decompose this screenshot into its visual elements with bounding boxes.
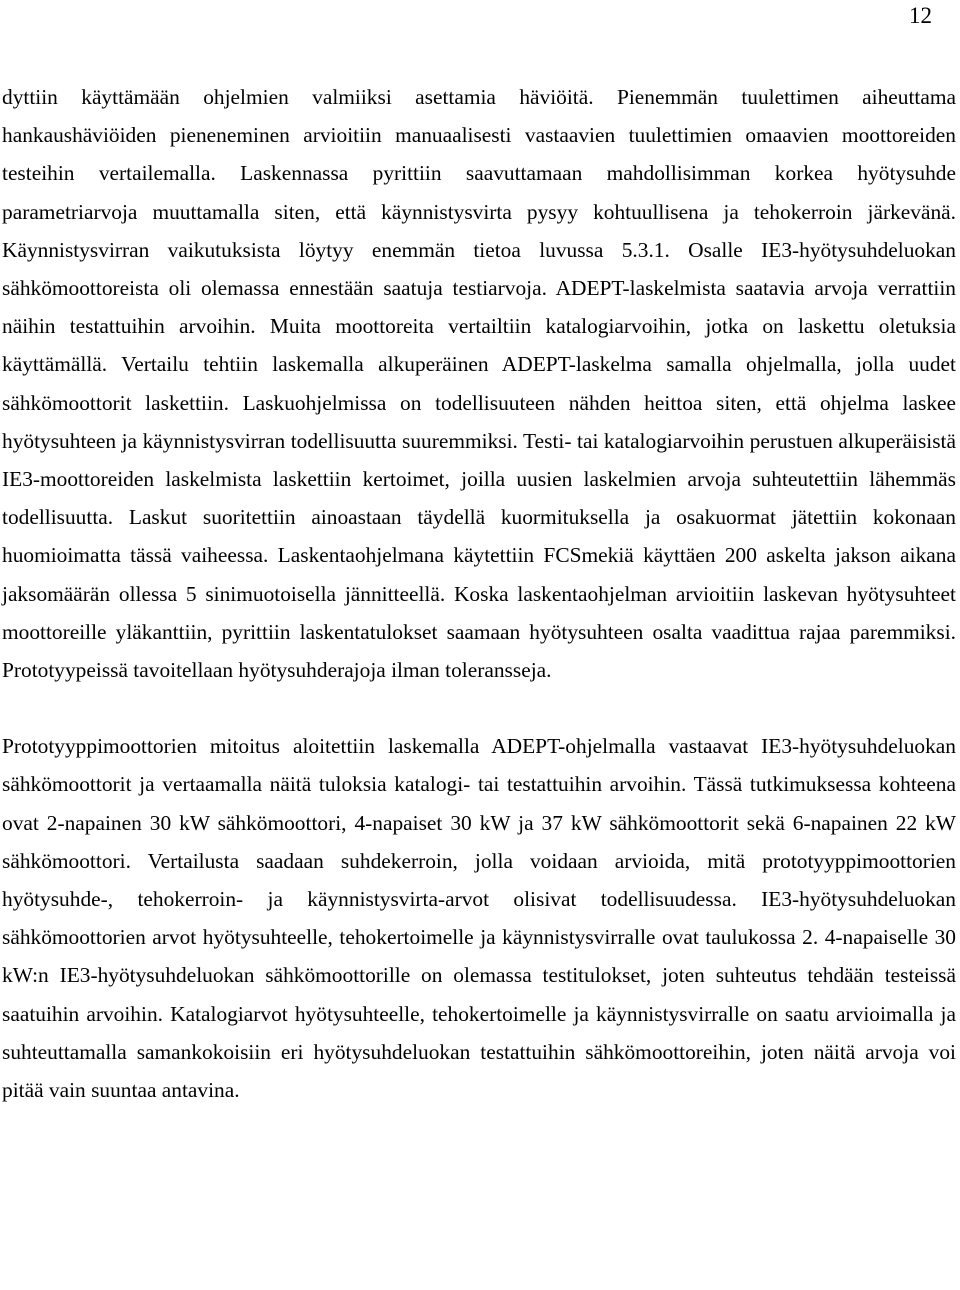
paragraph-1: dyttiin käyttämään ohjelmien valmiiksi asettamia häviöitä. Pienemmän tuulettimen aiheuttama hankaushäviöiden pieneneminen arvioitiin manuaalisesti vastaavien tuulettimien omaavien moottoreiden testeihin vertailemalla. Laskennassa pyrittiin saavuttamaan mahdollisimman korkea hyötysuhde parametriarvoja muuttamalla siten, että käynnistysvirta pysyy kohtuullisena ja tehokerroin järkevänä. Käynnistysvirran vaikutuksista löytyy enemmän tietoa luvussa 5.3.1. Osalle IE3-hyötysuhdeluokan sähkömoottoreista oli olemassa ennestään saatuja testiarvoja. ADEPT-laskelmista saatavia arvoja verrattiin näihin testattuihin arvoihin. Muita moottoreita vertailtiin katalogiarvoihin, jotka on laskettu oletuksia käyttämällä. Vertailu tehtiin laskemalla alkuperäinen ADEPT-laskelma samalla ohjelmalla, jolla uudet sähkömoottorit laskettiin. Laskuohjelmissa on todellisuuteen nähden heittoa siten, että ohjelma laskee hyötysuhteen ja käynnistysvirran todellisuutta suuremmiksi. Testi- tai katalogiarvoihin perustuen alkuperäisistä IE3-moottoreiden laskelmista laskettiin kertoimet, joilla uusien laskelmien arvoja suhteutettiin lähemmäs todellisuutta. Laskut suoritettiin ainoastaan täydellä kuormituksella ja osakuormat jätettiin kokonaan huomioimatta tässä vaiheessa. Laskentaohjelmana käytettiin FCSmekiä käyttäen 200 askelta jakson aikana jaksomäärän ollessa 5 sinimuotoisella jännitteellä. Koska laskentaohjelman arvioitiin laskevan hyötysuhteet moottoreille yläkanttiin, pyrittiin laskentatulokset saamaan hyötysuhteen osalta vaadittua rajaa paremmiksi. Prototyypeissä tavoitellaan hyötysuhderajoja ilman toleransseja.: [2, 85, 956, 683]
document-body: [2, 78, 956, 1109]
paragraph-2: Prototyyppimoottorien mitoitus aloitettiin laskemalla ADEPT-ohjelmalla vastaavat IE3-hyötysuhdeluokan sähkömoottorit ja vertaamalla näitä tuloksia katalogi- tai testattuihin arvoihin. Tässä tutkimuksessa kohteena ovat 2-napainen 30 kW sähkömoottori, 4-napaiset 30 kW ja 37 kW sähkömoottorit sekä 6-napainen 22 kW sähkömoottori. Vertailusta saadaan suhdekerroin, jolla voidaan arvioida, mitä prototyyppimoottorien hyötysuhde-, tehokerroin- ja käynnistysvirta-arvot olisivat todellisuudessa. IE3-hyötysuhdeluokan sähkömoottorien arvot hyötysuhteelle, tehokertoimelle ja käynnistysvirralle ovat taulukossa 2. 4-napaiselle 30 kW:n IE3-hyötysuhdeluokan sähkömoottorille on olemassa testitulokset, joten suhteutus tehdään testeissä saatuihin arvoihin. Katalogiarvot hyötysuhteelle, tehokertoimelle ja käynnistysvirralle on saatu arvioimalla ja suhteuttamalla samankokoisiin eri hyötysuhdeluokan testattuihin sähkömoottoreihin, joten näitä arvoja voi pitää vain suuntaa antavina.: [2, 734, 956, 1103]
page-number: 12: [909, 3, 932, 28]
